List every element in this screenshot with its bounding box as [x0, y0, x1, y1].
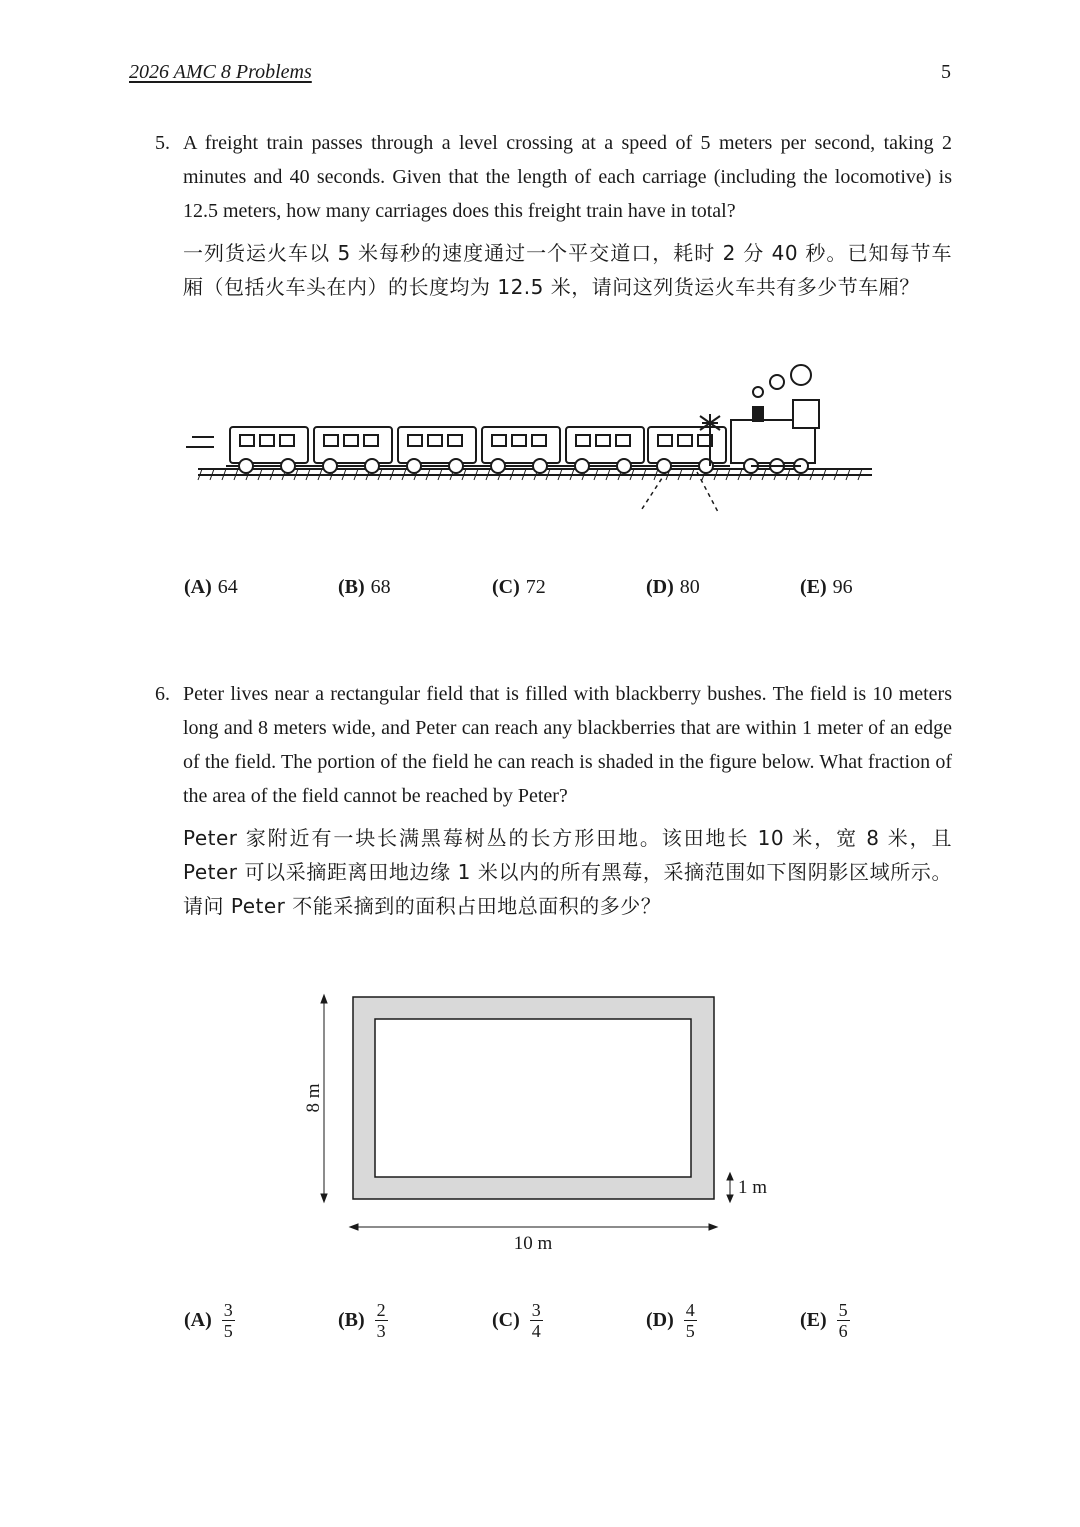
choice-b[interactable]: (B) 68 — [338, 576, 391, 598]
choice-c[interactable]: (C) 72 — [492, 576, 546, 598]
train-carriage — [478, 427, 564, 473]
train-carriage — [310, 427, 396, 473]
problem-text-en: Peter lives near a rectangular field that is filled with blackberry bushes. The field is 10 meters long and 8 meters wide, and Peter can reach any blackberries that are within 1 meter of an edge of the field. The portion of the field he can reach is shaded in the figure below. What fraction of the area of the field cannot be reached by Peter? — [183, 683, 952, 807]
width-label: 10 m — [513, 1233, 553, 1254]
train-figure — [180, 360, 900, 520]
train-carriage — [562, 427, 648, 473]
field-figure — [290, 985, 810, 1265]
choice-d[interactable]: (D) $\frac{4}{5}$ — [646, 1299, 695, 1341]
choice-e[interactable]: (E) $\frac{5}{6}$ — [800, 1299, 848, 1341]
choices-problem-6 — [0, 1296, 1080, 1348]
choice-d[interactable]: (D) 80 — [646, 576, 700, 598]
choice-c[interactable]: (C) $\frac{3}{4}$ — [492, 1299, 541, 1341]
problem-text-zh: 一列货运火车以 5 米每秒的速度通过一个平交道口，耗时 2 分 40 秒。已知每节车厢（包括火车头在内）的长度均为 12.5 米，请问这列货运火车共有多少节车厢？ — [183, 241, 952, 299]
problem-text-en: A freight train passes through a level crossing at a speed of 5 meters per second, taking 2 minutes and 40 seconds. Given that the length of each carriage (including the locomotive) is 12.5 meters, how many carriages does this freight train have in total? — [183, 132, 952, 222]
train-carriage — [644, 427, 730, 473]
height-label: 8 m — [303, 1083, 324, 1113]
border-label: 1 m — [738, 1177, 768, 1198]
problem-number: 5. — [155, 132, 170, 154]
train-carriage — [226, 427, 312, 473]
choice-a[interactable]: (A) 64 — [184, 576, 238, 598]
page-number: 5 — [941, 61, 951, 83]
choices-problem-5 — [0, 576, 1080, 610]
problem-number: 6. — [155, 683, 170, 705]
train-carriage — [394, 427, 480, 473]
choice-a[interactable]: (A) $\frac{3}{5}$ — [184, 1299, 233, 1341]
header-title: 2026 AMC 8 Problems — [129, 61, 312, 83]
problem-text-zh: Peter 家附近有一块长满黑莓树丛的长方形田地。该田地长 10 米，宽 8 米，且 Peter 可以采摘距离田地边缘 1 米以内的所有黑莓，采摘范围如下图阴影区域所示。请问 Peter 不能采摘到的面积占田地总面积的多少？ — [183, 826, 952, 918]
choice-e[interactable]: (E) 96 — [800, 576, 853, 598]
choice-b[interactable]: (B) $\frac{2}{3}$ — [338, 1299, 386, 1341]
problem-6 — [155, 677, 952, 923]
problem-5 — [155, 126, 952, 304]
